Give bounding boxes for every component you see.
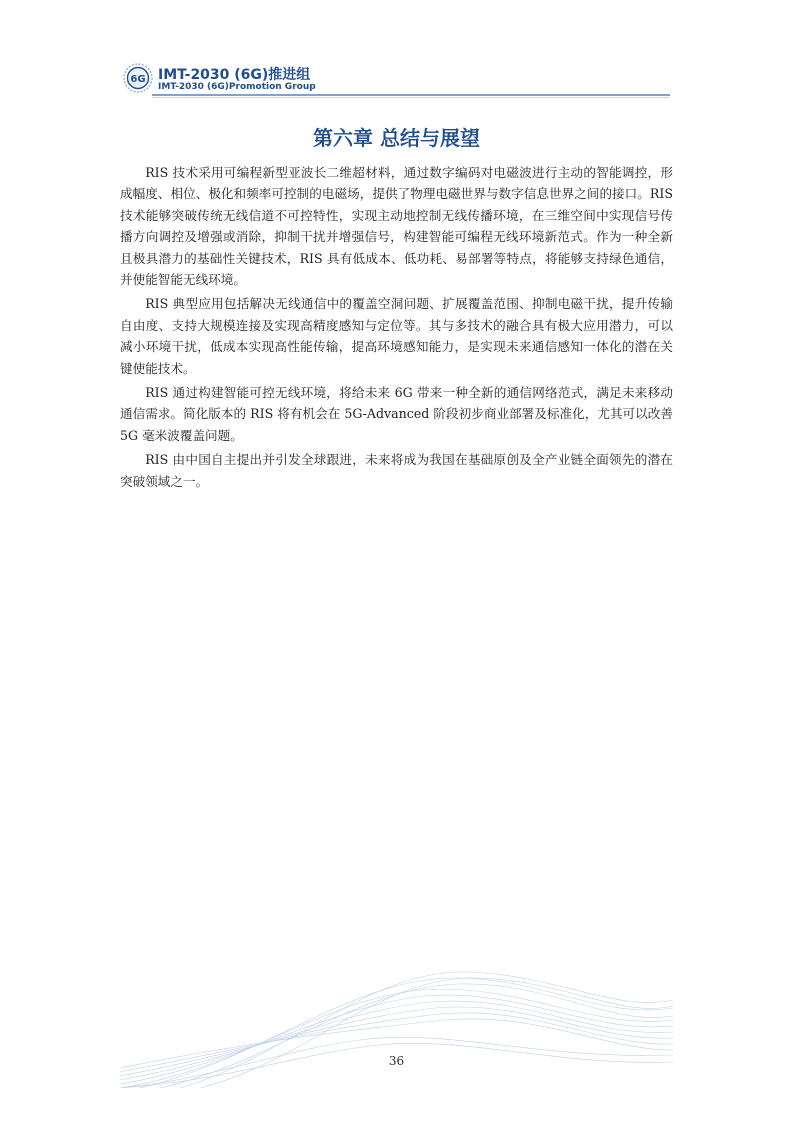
logo-text: 6G bbox=[130, 74, 146, 85]
body-text bbox=[120, 162, 673, 495]
page-number: 36 bbox=[388, 1054, 405, 1068]
6g-logo-icon bbox=[122, 62, 154, 94]
org-name-cn: IMT-2030 (6G)推进组 bbox=[158, 67, 311, 83]
paragraph-4: RIS 由中国自主提出并引发全球跟进，未来将成为我国在基础原创及全产业链全面领先的潜在突破领域之一。 bbox=[120, 452, 673, 489]
header-rule-thin bbox=[152, 97, 670, 98]
paragraph-3: RIS 通过构建智能可控无线环境，将给未来 6G 带来一种全新的通信网络范式，满足未来移动通信需求。简化版本的 RIS 将有机会在 5G-Advanced 阶段初步商业部署及标准化，尤其可以改善 5G 毫米波覆盖问题。 bbox=[120, 385, 673, 443]
decorative-wave bbox=[120, 960, 673, 1088]
org-name-en: IMT-2030 (6G)Promotion Group bbox=[158, 82, 316, 92]
header-rule bbox=[152, 94, 670, 96]
page-header bbox=[122, 60, 670, 100]
paragraph-1: RIS 技术采用可编程新型亚波长二维超材料，通过数字编码对电磁波进行主动的智能调控，形成幅度、相位、极化和频率可控制的电磁场，提供了物理电磁世界与数字信息世界之间的接口。RIS 技术能够突破传统无线信道不可控特性，实现主动地控制无线传播环境，在三维空间中实现信号传播方向调控及增强或消除，抑制干扰并增强信号，构建智能可编程无线环境新范式。作为一种全新且极具潜力的基础性关键技术，RIS 具有低成本、低功耗、易部署等特点，将能够支持绿色通信，并使能智能无线环境。 bbox=[120, 165, 673, 288]
paragraph-2: RIS 典型应用包括解决无线通信中的覆盖空洞问题、扩展覆盖范围、抑制电磁干扰，提升传输自由度、支持大规模连接及实现高精度感知与定位等。其与多技术的融合具有极大应用潜力，可以减小环境干扰，低成本实现高性能传输，提高环境感知能力，是实现未来通信感知一体化的潜在关键使能技术。 bbox=[120, 296, 673, 376]
chapter-title: 第六章 总结与展望 bbox=[313, 126, 480, 150]
